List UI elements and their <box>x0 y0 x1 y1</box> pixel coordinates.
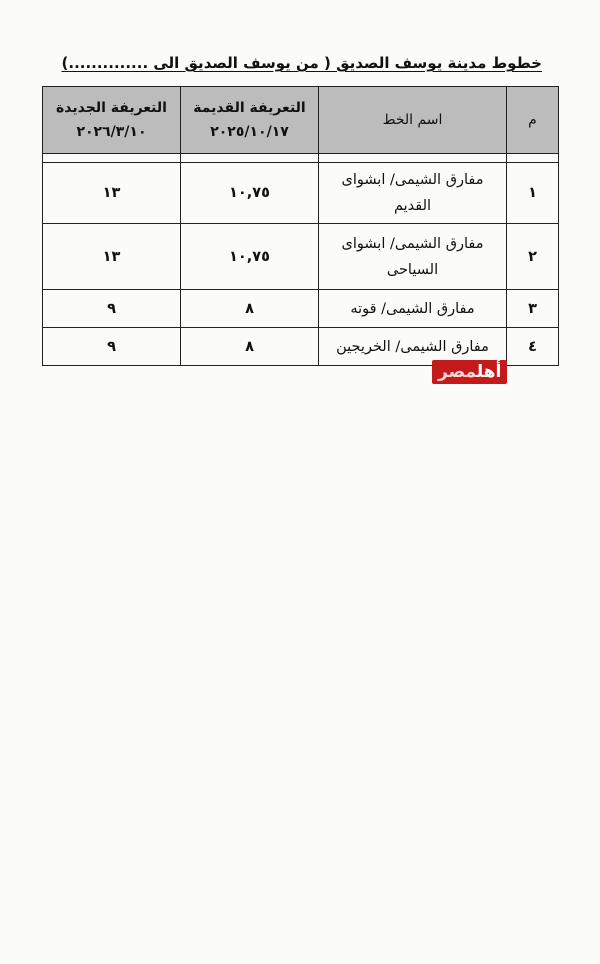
logo-text-ahl: أهل <box>476 362 502 382</box>
row-num: ٣ <box>507 290 559 328</box>
header-old-fare-date: ٢٠٢٥/١٠/١٧ <box>210 124 289 140</box>
row-line-name: مفارق الشيمى/ ابشواى القديم <box>319 163 507 224</box>
row-num: ٢ <box>507 224 559 290</box>
row-old-fare: ١٠,٧٥ <box>181 163 319 224</box>
row-old-fare: ٨ <box>181 328 319 366</box>
header-new-fare-label: التعريفة الجديدة <box>56 100 167 116</box>
row-old-fare: ٨ <box>181 290 319 328</box>
header-line-name: اسم الخط <box>319 87 507 154</box>
ahl-masr-logo <box>432 355 522 389</box>
spacer-cell <box>319 154 507 163</box>
row-num: ٤ <box>507 328 559 366</box>
logo-text-masr: مصر <box>438 362 477 382</box>
document-title: خطوط مدينة يوسف الصديق ( من يوسف الصديق الى ..............) <box>61 54 542 72</box>
header-old-fare-label: التعريفة القديمة <box>193 100 306 116</box>
spacer-cell <box>507 154 559 163</box>
logo-mark <box>432 360 507 384</box>
row-new-fare: ٩ <box>43 290 181 328</box>
row-old-fare: ١٠,٧٥ <box>181 224 319 290</box>
row-new-fare: ١٣ <box>43 163 181 224</box>
row-line-name: مفارق الشيمى/ الخريجين <box>319 328 507 366</box>
table-row <box>43 290 559 328</box>
row-new-fare: ١٣ <box>43 224 181 290</box>
header-num: م <box>507 87 559 154</box>
row-line-name: مفارق الشيمى/ قوته <box>319 290 507 328</box>
row-num: ١ <box>507 163 559 224</box>
table-spacer-row <box>43 154 559 163</box>
table-header-row <box>43 87 559 154</box>
header-new-fare <box>43 87 181 154</box>
header-new-fare-date: ٢٠٢٦/٣/١٠ <box>76 124 147 140</box>
table-row <box>43 224 559 290</box>
spacer-cell <box>43 154 181 163</box>
table-row <box>43 163 559 224</box>
row-line-name: مفارق الشيمى/ ابشواى السياحى <box>319 224 507 290</box>
row-new-fare: ٩ <box>43 328 181 366</box>
header-old-fare <box>181 87 319 154</box>
spacer-cell <box>181 154 319 163</box>
fare-table <box>42 86 559 366</box>
